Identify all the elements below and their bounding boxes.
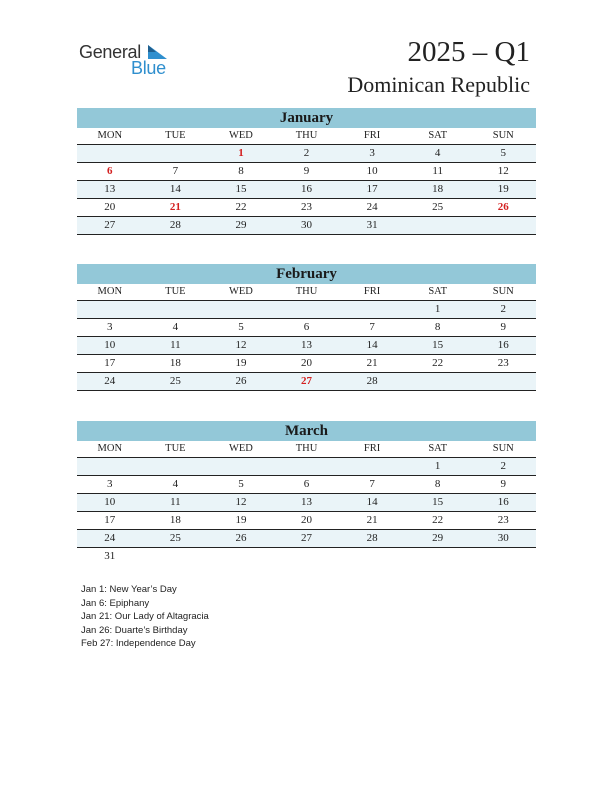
holiday-note: Jan 6: Epiphany (81, 597, 150, 609)
day-cell: 24 (366, 201, 378, 213)
weekday-label: FRI (363, 130, 381, 141)
day-cell: 29 (235, 219, 247, 231)
day-cell: 24 (104, 532, 116, 544)
week-row (77, 163, 536, 181)
day-cell: 9 (500, 478, 506, 490)
weekday-label: SUN (492, 286, 514, 297)
day-cell: 11 (432, 165, 443, 177)
day-cell: 25 (169, 532, 181, 544)
day-cell: 15 (235, 183, 247, 195)
empty-day-cell (405, 373, 471, 390)
empty-day-cell (405, 548, 471, 565)
holiday-list (81, 583, 209, 651)
week-row (77, 199, 536, 217)
day-cell: 10 (366, 165, 378, 177)
weekday-label: TUE (165, 443, 186, 454)
day-cell: 27 (104, 219, 116, 231)
empty-day-cell (143, 301, 209, 318)
day-cell: 21 (366, 514, 378, 526)
calendar-month-february (77, 264, 536, 391)
empty-day-cell (339, 301, 405, 318)
logo-word-blue: Blue (131, 58, 166, 78)
weekday-label: WED (228, 130, 253, 141)
day-cell: 7 (369, 321, 375, 333)
day-cell: 3 (107, 478, 113, 490)
weekday-header-row (77, 284, 536, 301)
weekday-label: SUN (492, 130, 514, 141)
day-cell: 19 (235, 514, 247, 526)
day-cell: 23 (497, 514, 509, 526)
week-row (77, 319, 536, 337)
day-cell: 5 (500, 147, 506, 159)
day-cell: 12 (235, 339, 247, 351)
empty-day-cell (77, 145, 143, 162)
empty-day-cell (405, 217, 471, 234)
holiday-note: Feb 27: Independence Day (81, 638, 196, 649)
day-cell: 26 (235, 375, 247, 387)
day-cell: 4 (172, 321, 179, 333)
weekday-header-row (77, 128, 536, 145)
day-cell: 30 (301, 219, 313, 231)
page-title: 2025 – Q1 (407, 36, 530, 68)
day-cell: 26 (235, 532, 247, 544)
day-cell: 23 (301, 201, 313, 213)
day-cell: 21 (169, 201, 181, 213)
day-cell: 14 (366, 496, 378, 508)
calendar-month-march (77, 421, 536, 565)
day-cell: 27 (301, 532, 313, 544)
day-cell: 8 (434, 321, 441, 333)
day-cell: 4 (434, 147, 441, 159)
day-cell: 5 (238, 478, 244, 490)
day-cell: 15 (432, 496, 444, 508)
week-row (77, 337, 536, 355)
day-cell: 13 (301, 496, 313, 508)
day-cell: 6 (107, 165, 113, 177)
empty-day-cell (274, 458, 340, 475)
day-cell: 7 (172, 165, 179, 177)
day-cell: 16 (497, 339, 509, 351)
day-cell: 5 (238, 321, 244, 333)
logo (79, 42, 179, 82)
weekday-label: MON (97, 286, 123, 297)
empty-day-cell (77, 458, 143, 475)
day-cell: 10 (104, 496, 116, 508)
weekday-header-row (77, 441, 536, 458)
week-row (77, 548, 536, 565)
day-cell: 7 (369, 478, 375, 490)
day-cell: 20 (301, 514, 313, 526)
empty-day-cell (143, 145, 209, 162)
weekday-label: MON (97, 443, 123, 454)
empty-day-cell (208, 301, 274, 318)
day-cell: 1 (434, 460, 441, 472)
day-cell: 8 (238, 165, 244, 177)
weekday-label: THU (295, 286, 318, 297)
empty-day-cell (339, 458, 405, 475)
weekday-label: MON (97, 130, 123, 141)
day-cell: 16 (497, 496, 509, 508)
weekday-label: SUN (492, 443, 514, 454)
day-cell: 9 (500, 321, 506, 333)
week-row (77, 530, 536, 548)
day-cell: 25 (169, 375, 181, 387)
day-cell: 14 (366, 339, 378, 351)
day-cell: 12 (235, 496, 247, 508)
day-cell: 13 (301, 339, 313, 351)
empty-day-cell (208, 458, 274, 475)
day-cell: 25 (432, 201, 444, 213)
week-row (77, 494, 536, 512)
weekday-label: TUE (165, 286, 186, 297)
day-cell: 3 (369, 147, 375, 159)
day-cell: 24 (104, 375, 116, 387)
week-row (77, 301, 536, 319)
holiday-note: Jan 21: Our Lady of Altagracia (81, 611, 209, 622)
empty-day-cell (274, 548, 340, 565)
day-cell: 26 (497, 201, 509, 213)
day-cell: 17 (366, 183, 378, 195)
week-row (77, 458, 536, 476)
day-cell: 3 (107, 321, 113, 333)
day-cell: 1 (434, 303, 441, 315)
day-cell: 4 (172, 478, 179, 490)
day-cell: 20 (104, 201, 116, 213)
weekday-label: TUE (165, 130, 186, 141)
day-cell: 19 (497, 183, 509, 195)
week-row (77, 373, 536, 391)
week-row (77, 145, 536, 163)
day-cell: 6 (303, 321, 310, 333)
holiday-note: Jan 26: Duarte’s Birthday (81, 624, 188, 636)
day-cell: 18 (169, 357, 181, 369)
day-cell: 27 (301, 375, 313, 387)
day-cell: 28 (366, 532, 378, 544)
day-cell: 21 (366, 357, 378, 369)
day-cell: 20 (301, 357, 313, 369)
day-cell: 1 (238, 147, 244, 159)
empty-day-cell (274, 301, 340, 318)
country-name: Dominican Republic (347, 72, 530, 97)
day-cell: 16 (301, 183, 313, 195)
day-cell: 23 (497, 357, 509, 369)
weekday-label: FRI (363, 286, 381, 297)
month-title: February (77, 264, 536, 284)
weekday-label: WED (228, 286, 253, 297)
holiday-note: Jan 1: New Year’s Day (81, 584, 177, 595)
day-cell: 2 (500, 303, 506, 315)
month-title: March (77, 421, 536, 441)
day-cell: 2 (303, 147, 310, 159)
day-cell: 22 (432, 514, 444, 526)
day-cell: 8 (434, 478, 441, 490)
day-cell: 31 (366, 219, 378, 231)
day-cell: 6 (303, 478, 310, 490)
empty-day-cell (208, 548, 274, 565)
weekday-label: SAT (428, 443, 448, 454)
day-cell: 15 (432, 339, 444, 351)
day-cell: 29 (432, 532, 444, 544)
weekday-label: FRI (363, 443, 381, 454)
empty-day-cell (77, 301, 143, 318)
week-row (77, 512, 536, 530)
weekday-label: WED (228, 443, 253, 454)
day-cell: 30 (497, 532, 509, 544)
empty-day-cell (470, 217, 536, 234)
day-cell: 11 (170, 339, 181, 351)
empty-day-cell (470, 548, 536, 565)
logo-word-general: General (79, 42, 141, 62)
day-cell: 22 (432, 357, 444, 369)
day-cell: 14 (169, 183, 181, 195)
weekday-label: THU (295, 443, 318, 454)
week-row (77, 355, 536, 373)
week-row (77, 476, 536, 494)
empty-day-cell (339, 548, 405, 565)
day-cell: 11 (170, 496, 181, 508)
day-cell: 17 (104, 357, 116, 369)
weekday-label: SAT (428, 130, 448, 141)
empty-day-cell (143, 458, 209, 475)
day-cell: 2 (500, 460, 506, 472)
weekday-label: SAT (428, 286, 448, 297)
day-cell: 9 (303, 165, 310, 177)
day-cell: 17 (104, 514, 116, 526)
month-title: January (77, 108, 536, 128)
day-cell: 10 (104, 339, 116, 351)
week-row (77, 181, 536, 199)
day-cell: 19 (235, 357, 247, 369)
day-cell: 13 (104, 183, 116, 195)
day-cell: 22 (235, 201, 247, 213)
empty-day-cell (143, 548, 209, 565)
weekday-label: THU (295, 130, 318, 141)
week-row (77, 217, 536, 235)
empty-day-cell (470, 373, 536, 390)
day-cell: 28 (366, 375, 378, 387)
day-cell: 12 (497, 165, 509, 177)
calendar-month-january (77, 108, 536, 235)
day-cell: 31 (104, 550, 116, 562)
day-cell: 18 (432, 183, 444, 195)
day-cell: 18 (169, 514, 181, 526)
day-cell: 28 (169, 219, 181, 231)
